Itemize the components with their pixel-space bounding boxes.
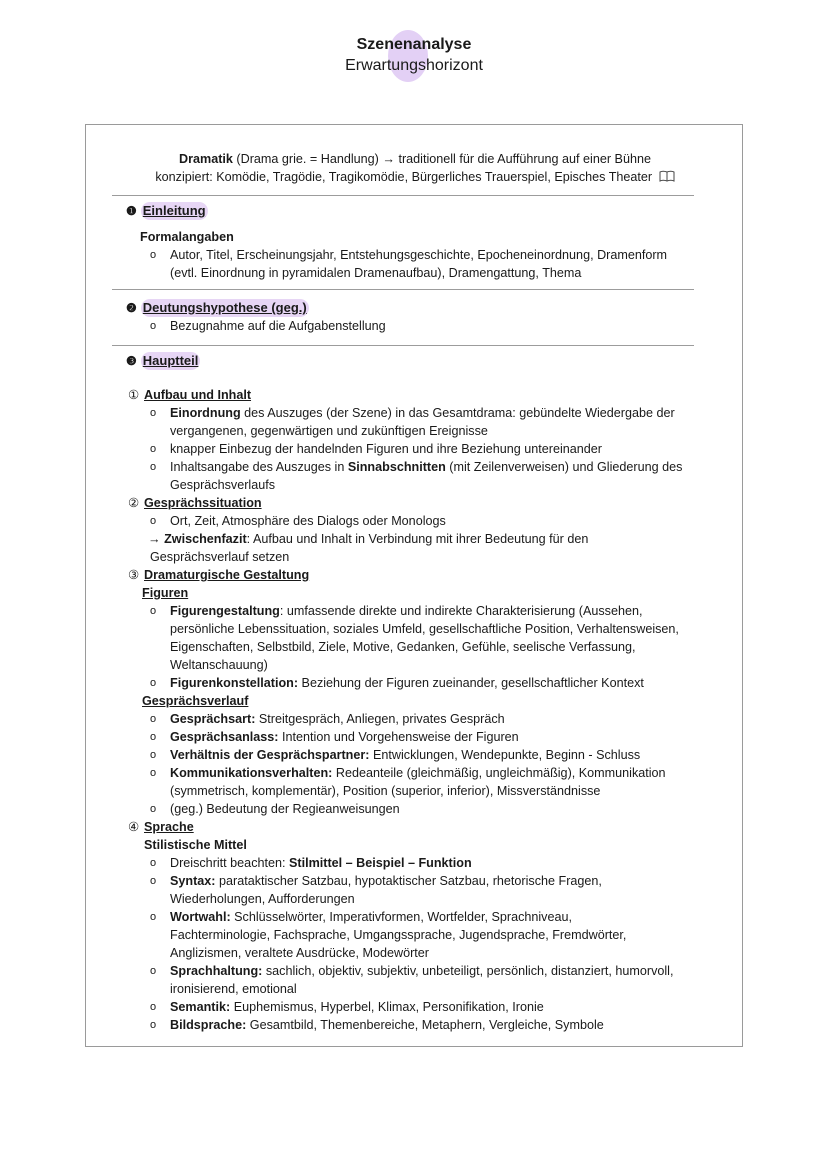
bullet-icon: o: [150, 677, 157, 689]
subsection-title: Aufbau und Inhalt: [144, 388, 252, 402]
bullet-icon: o: [150, 731, 157, 743]
list-item-text: Redeanteile (gleichmäßig, ungleichmäßig), Kommunikation: [332, 766, 666, 780]
list-item-text: : Aufbau und Inhalt in Verbindung mit ihrer Bedeutung für den: [246, 532, 589, 546]
list-item-text: Entwicklungen, Wendepunkte, Beginn - Schluss: [369, 748, 641, 762]
list-item-text: Schlüsselwörter, Imperativformen, Wortfelder, Sprachniveau,: [230, 910, 572, 924]
list-item: [128, 674, 728, 692]
list-item: [128, 854, 728, 872]
list-item: [128, 1016, 728, 1034]
bold-term: Einordnung: [170, 406, 241, 420]
bold-term: Kommunikationsverhalten:: [170, 766, 333, 780]
bullet-icon: o: [150, 515, 157, 527]
list-item-text: Intention und Vorgehensweise der Figuren: [278, 730, 519, 744]
subsection-gespraechssituation: [128, 494, 728, 512]
bullet-icon: o: [150, 443, 157, 455]
list-item-continuation: [128, 980, 728, 998]
bullet-icon: o: [150, 767, 157, 779]
bullet-icon: o: [150, 713, 157, 725]
list-item: [128, 728, 728, 746]
list-item: [128, 512, 728, 530]
bullet-icon: o: [150, 249, 157, 261]
list-item-text: Anglizismen, veraltete Ausdrücke, Modewörter: [170, 946, 429, 960]
einleitung-content: [128, 228, 728, 282]
list-item-continuation: [128, 926, 728, 944]
list-item: [128, 908, 728, 926]
list-item-text: vergangenen, gegenwärtigen und zukünftigen Ereignisse: [170, 424, 488, 438]
bold-term: Sprachhaltung:: [170, 964, 263, 978]
section-title: Einleitung: [142, 203, 206, 218]
bullet-icon: o: [150, 605, 157, 617]
page-title: Szenenanalyse: [356, 36, 472, 53]
bullet-icon: o: [150, 749, 157, 761]
bold-term: Stilmittel – Beispiel – Funktion: [289, 856, 472, 870]
title-block: [0, 34, 828, 76]
list-item-continuation: [128, 476, 728, 494]
list-item-text: (mit Zeilenverweisen) und Gliederung des: [445, 460, 683, 474]
zwischenfazit-continuation: [128, 548, 728, 566]
subsection-title: Gesprächssituation: [144, 496, 262, 510]
list-item-text: ironisierend, emotional: [170, 982, 297, 996]
bullet-icon: o: [150, 320, 157, 332]
list-item-continuation: [128, 890, 728, 908]
list-item-text: Eigenschaften, Selbstbild, Ziele, Motive, Gedanken, Gefühle, seelische Verfassung,: [170, 640, 636, 654]
list-item-text: des Auszuges (der Szene) in das Gesamtdrama: gebündelte Wiedergabe der: [240, 406, 675, 420]
list-item-text: Weltanschauung): [170, 658, 268, 672]
list-item-text: Gesamtbild, Themenbereiche, Metaphern, Vergleiche, Symbole: [246, 1018, 604, 1032]
list-item-continuation: [128, 264, 728, 282]
subsection-sprache: [128, 818, 728, 836]
list-item: [128, 458, 728, 476]
bullet-icon: o: [150, 803, 157, 815]
list-item-text: parataktischer Satzbau, hypotaktischer Satzbau, rhetorische Fragen,: [215, 874, 602, 888]
list-item: [128, 440, 728, 458]
bold-term: Wortwahl:: [170, 910, 231, 924]
bold-term: Figurengestaltung: [170, 604, 280, 618]
bullet-icon: o: [150, 857, 157, 869]
list-item-text: sachlich, objektiv, subjektiv, unbeteiligt, persönlich, distanziert, humorvoll,: [262, 964, 674, 978]
list-item-continuation: [128, 638, 728, 656]
subsection-title: Dramaturgische Gestaltung: [144, 568, 310, 582]
bullet-icon: o: [150, 965, 157, 977]
list-item: [128, 404, 728, 422]
list-item-text: Gesprächsverlauf setzen: [150, 550, 290, 564]
list-item-continuation: [128, 782, 728, 800]
list-item-text: Bezugnahme auf die Aufgabenstellung: [170, 319, 386, 333]
list-item-continuation: [128, 944, 728, 962]
list-item-text: (evtl. Einordnung in pyramidalen Dramenaufbau), Dramengattung, Thema: [170, 266, 582, 280]
list-item-text: Dreischritt beachten:: [170, 856, 289, 870]
subsection-title: Sprache: [144, 820, 194, 834]
list-item-text: (symmetrisch, komplementär), Position (superior, inferior), Missverständnisse: [170, 784, 601, 798]
list-item: [128, 962, 728, 980]
bullet-icon: o: [150, 1019, 157, 1031]
list-item: [128, 317, 728, 335]
list-item: [128, 872, 728, 890]
sub-heading: Formalangaben: [140, 230, 234, 244]
list-item: [128, 764, 728, 782]
section-hauptteil: [126, 352, 200, 370]
list-item-continuation: [128, 422, 728, 440]
section-title: Deutungshypothese (geg.): [142, 300, 307, 315]
zwischenfazit-line: [128, 530, 728, 548]
subsection-aufbau: [128, 386, 728, 404]
bold-term: Zwischenfazit: [164, 532, 247, 546]
list-item: [128, 710, 728, 728]
bold-term: Sinnabschnitten: [347, 460, 446, 474]
sub-heading-stilmittel: Stilistische Mittel: [144, 838, 247, 852]
list-item-text: knapper Einbezug der handelnden Figuren und ihre Beziehung untereinander: [170, 442, 603, 456]
list-item-text: Autor, Titel, Erscheinungsjahr, Entstehungsgeschichte, Epocheneinordnung, Dramenform: [170, 248, 668, 262]
bullet-icon: o: [150, 875, 157, 887]
intro-line2: konzipiert: Komödie, Tragödie, Tragikomödie, Bürgerliches Trauerspiel, Episches Theater: [155, 170, 653, 184]
bullet-icon: o: [150, 911, 157, 923]
circled-number: ③: [128, 568, 140, 582]
list-item-text: Ort, Zeit, Atmosphäre des Dialogs oder Monologs: [170, 514, 446, 528]
list-item-text: Euphemismus, Hyperbel, Klimax, Personifikation, Ironie: [230, 1000, 544, 1014]
circled-number: ④: [128, 820, 140, 834]
divider: [112, 345, 694, 346]
list-item-text: Inhaltsangabe des Auszuges in: [170, 460, 348, 474]
list-item-text: Fachterminologie, Fachsprache, Umgangssprache, Jugendsprache, Fremdwörter,: [170, 928, 627, 942]
section-number: ❸: [126, 354, 137, 368]
intro-bold-term: Dramatik: [179, 152, 233, 166]
bullet-icon: o: [150, 1001, 157, 1013]
circled-number: ②: [128, 496, 140, 510]
list-item-text: persönliche Lebenssituation, soziales Umfeld, gesellschaftliche Position, Verhaltensweisen,: [170, 622, 679, 636]
intro-paragraph: [110, 150, 720, 186]
list-item-continuation: [128, 656, 728, 674]
bold-term: Figurenkonstellation:: [170, 676, 299, 690]
bold-term: Semantik:: [170, 1000, 231, 1014]
list-item-text: : umfassende direkte und indirekte Charakterisierung (Aussehen,: [279, 604, 643, 618]
section-number: ❷: [126, 301, 137, 315]
divider: [112, 195, 694, 196]
list-item: [128, 746, 728, 764]
bullet-icon: o: [150, 407, 157, 419]
sub-heading-gespraechsverlauf: Gesprächsverlauf: [142, 694, 249, 708]
list-item-text: Streitgespräch, Anliegen, privates Gespräch: [255, 712, 505, 726]
bold-term: Syntax:: [170, 874, 216, 888]
book-icon: [659, 170, 675, 182]
list-item: [128, 602, 728, 620]
section-title: Hauptteil: [142, 353, 199, 368]
list-item: [128, 246, 728, 264]
list-item-text: (geg.) Bedeutung der Regieanweisungen: [170, 802, 400, 816]
list-item-continuation: [128, 620, 728, 638]
section-einleitung: [126, 202, 208, 220]
bold-term: Verhältnis der Gesprächspartner:: [170, 748, 370, 762]
list-item-text: Beziehung der Figuren zueinander, gesellschaftlicher Kontext: [298, 676, 644, 690]
list-item-text: Gesprächsverlaufs: [170, 478, 275, 492]
bold-term: Gesprächsanlass:: [170, 730, 279, 744]
deutung-content: [128, 317, 728, 335]
list-item: [128, 800, 728, 818]
list-item-text: Wiederholungen, Aufforderungen: [170, 892, 355, 906]
hauptteil-content: [128, 386, 728, 1034]
arrow-icon: →: [148, 532, 165, 546]
list-item: [128, 998, 728, 1016]
divider: [112, 289, 694, 290]
sub-heading-figuren: Figuren: [142, 586, 189, 600]
section-number: ❶: [126, 204, 137, 218]
bold-term: Gesprächsart:: [170, 712, 256, 726]
page-subtitle: Erwartungshorizont: [345, 57, 483, 74]
intro-line1: (Drama grie. = Handlung) → traditionell für die Aufführung auf einer Bühne: [232, 152, 651, 166]
subsection-dramaturgie: [128, 566, 728, 584]
section-deutungshypothese: [126, 299, 309, 317]
circled-number: ①: [128, 388, 140, 402]
bold-term: Bildsprache:: [170, 1018, 247, 1032]
bullet-icon: o: [150, 461, 157, 473]
